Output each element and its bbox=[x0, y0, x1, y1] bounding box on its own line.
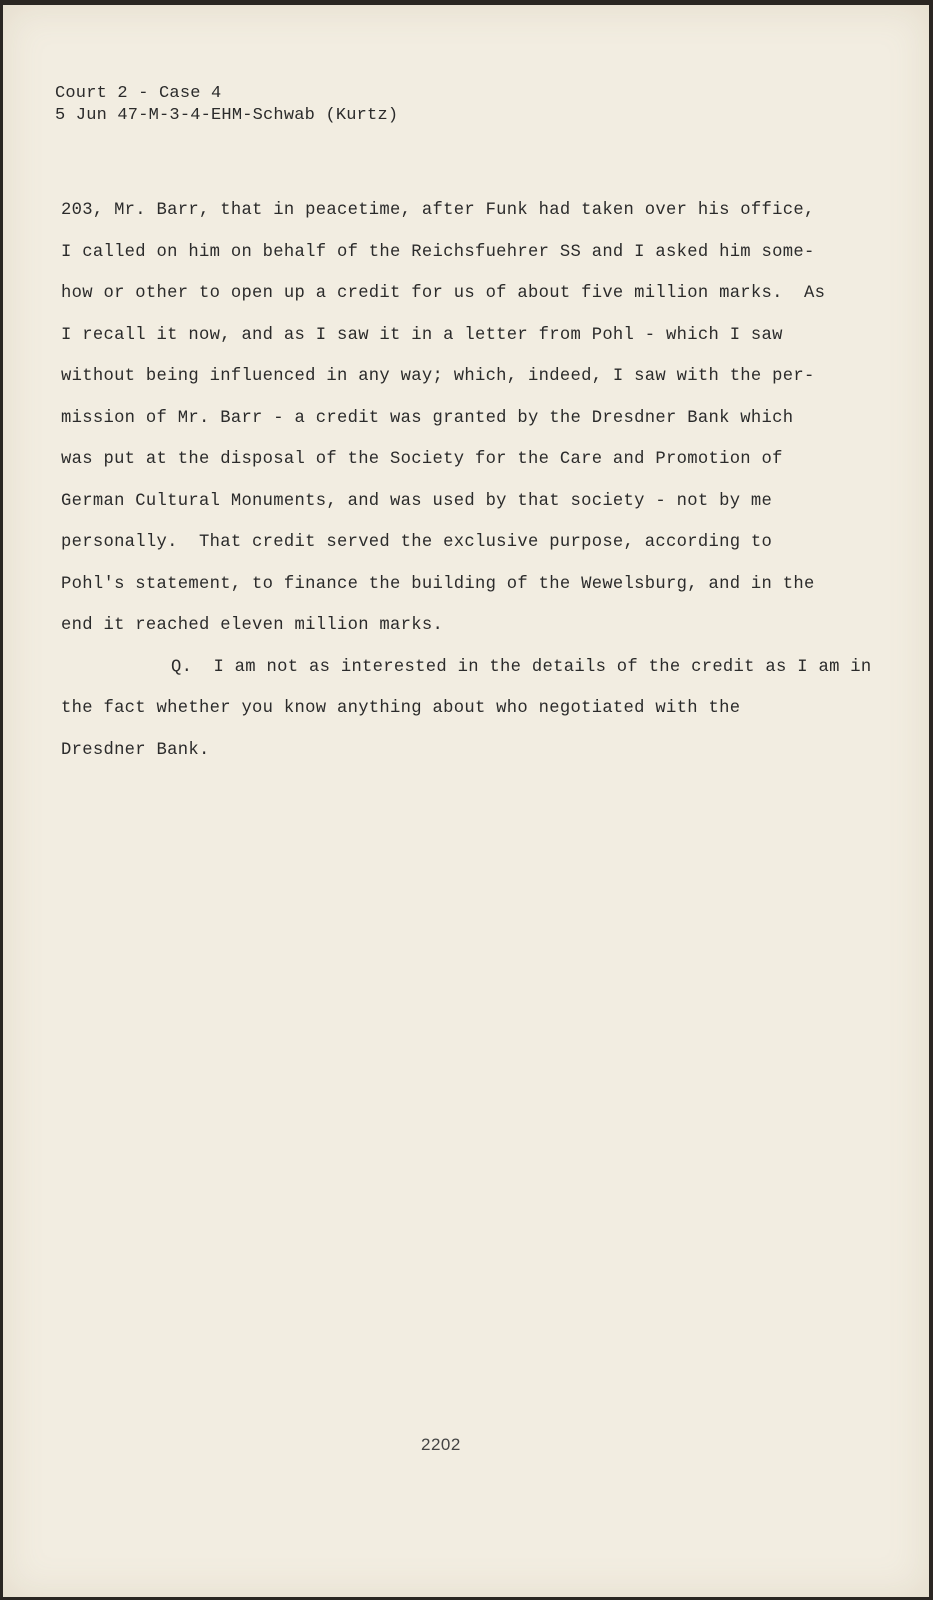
text-line: mission of Mr. Barr - a credit was granted by the Dresdner Bank which bbox=[61, 408, 794, 428]
text-line: the fact whether you know anything about who negotiated with the bbox=[61, 699, 741, 718]
question-line: Q. I am not as interested in the details of the credit as I am in bbox=[171, 657, 872, 677]
case-header bbox=[55, 83, 398, 127]
text-line: 203, Mr. Barr, that in peacetime, after Funk had taken over his office, bbox=[61, 201, 815, 220]
text-line: I recall it now, and as I saw it in a letter from Pohl - which I saw bbox=[61, 325, 783, 345]
header-court-case: Court 2 - Case 4 bbox=[55, 84, 222, 103]
text-line: I called on him on behalf of the Reichsfuehrer SS and I asked him some- bbox=[61, 242, 815, 262]
text-line: without being influenced in any way; which, indeed, I saw with the per- bbox=[61, 367, 815, 386]
text-line: Pohl's statement, to finance the building of the Wewelsburg, and in the bbox=[61, 574, 815, 594]
text-line: personally. That credit served the exclusive purpose, according to bbox=[61, 533, 773, 552]
text-line: how or other to open up a credit for us of about five million marks. As bbox=[61, 284, 826, 303]
text-line: end it reached eleven million marks. bbox=[61, 616, 444, 635]
text-line: Dresdner Bank. bbox=[61, 740, 210, 760]
text-line: was put at the disposal of the Society for the Care and Promotion of bbox=[61, 450, 783, 469]
testimony-body bbox=[61, 190, 872, 771]
page-number: 2202 bbox=[421, 1435, 461, 1454]
header-session-reference: 5 Jun 47-M-3-4-EHM-Schwab (Kurtz) bbox=[55, 106, 399, 125]
document-page bbox=[3, 5, 929, 1597]
text-line: German Cultural Monuments, and was used by that society - not by me bbox=[61, 491, 773, 511]
